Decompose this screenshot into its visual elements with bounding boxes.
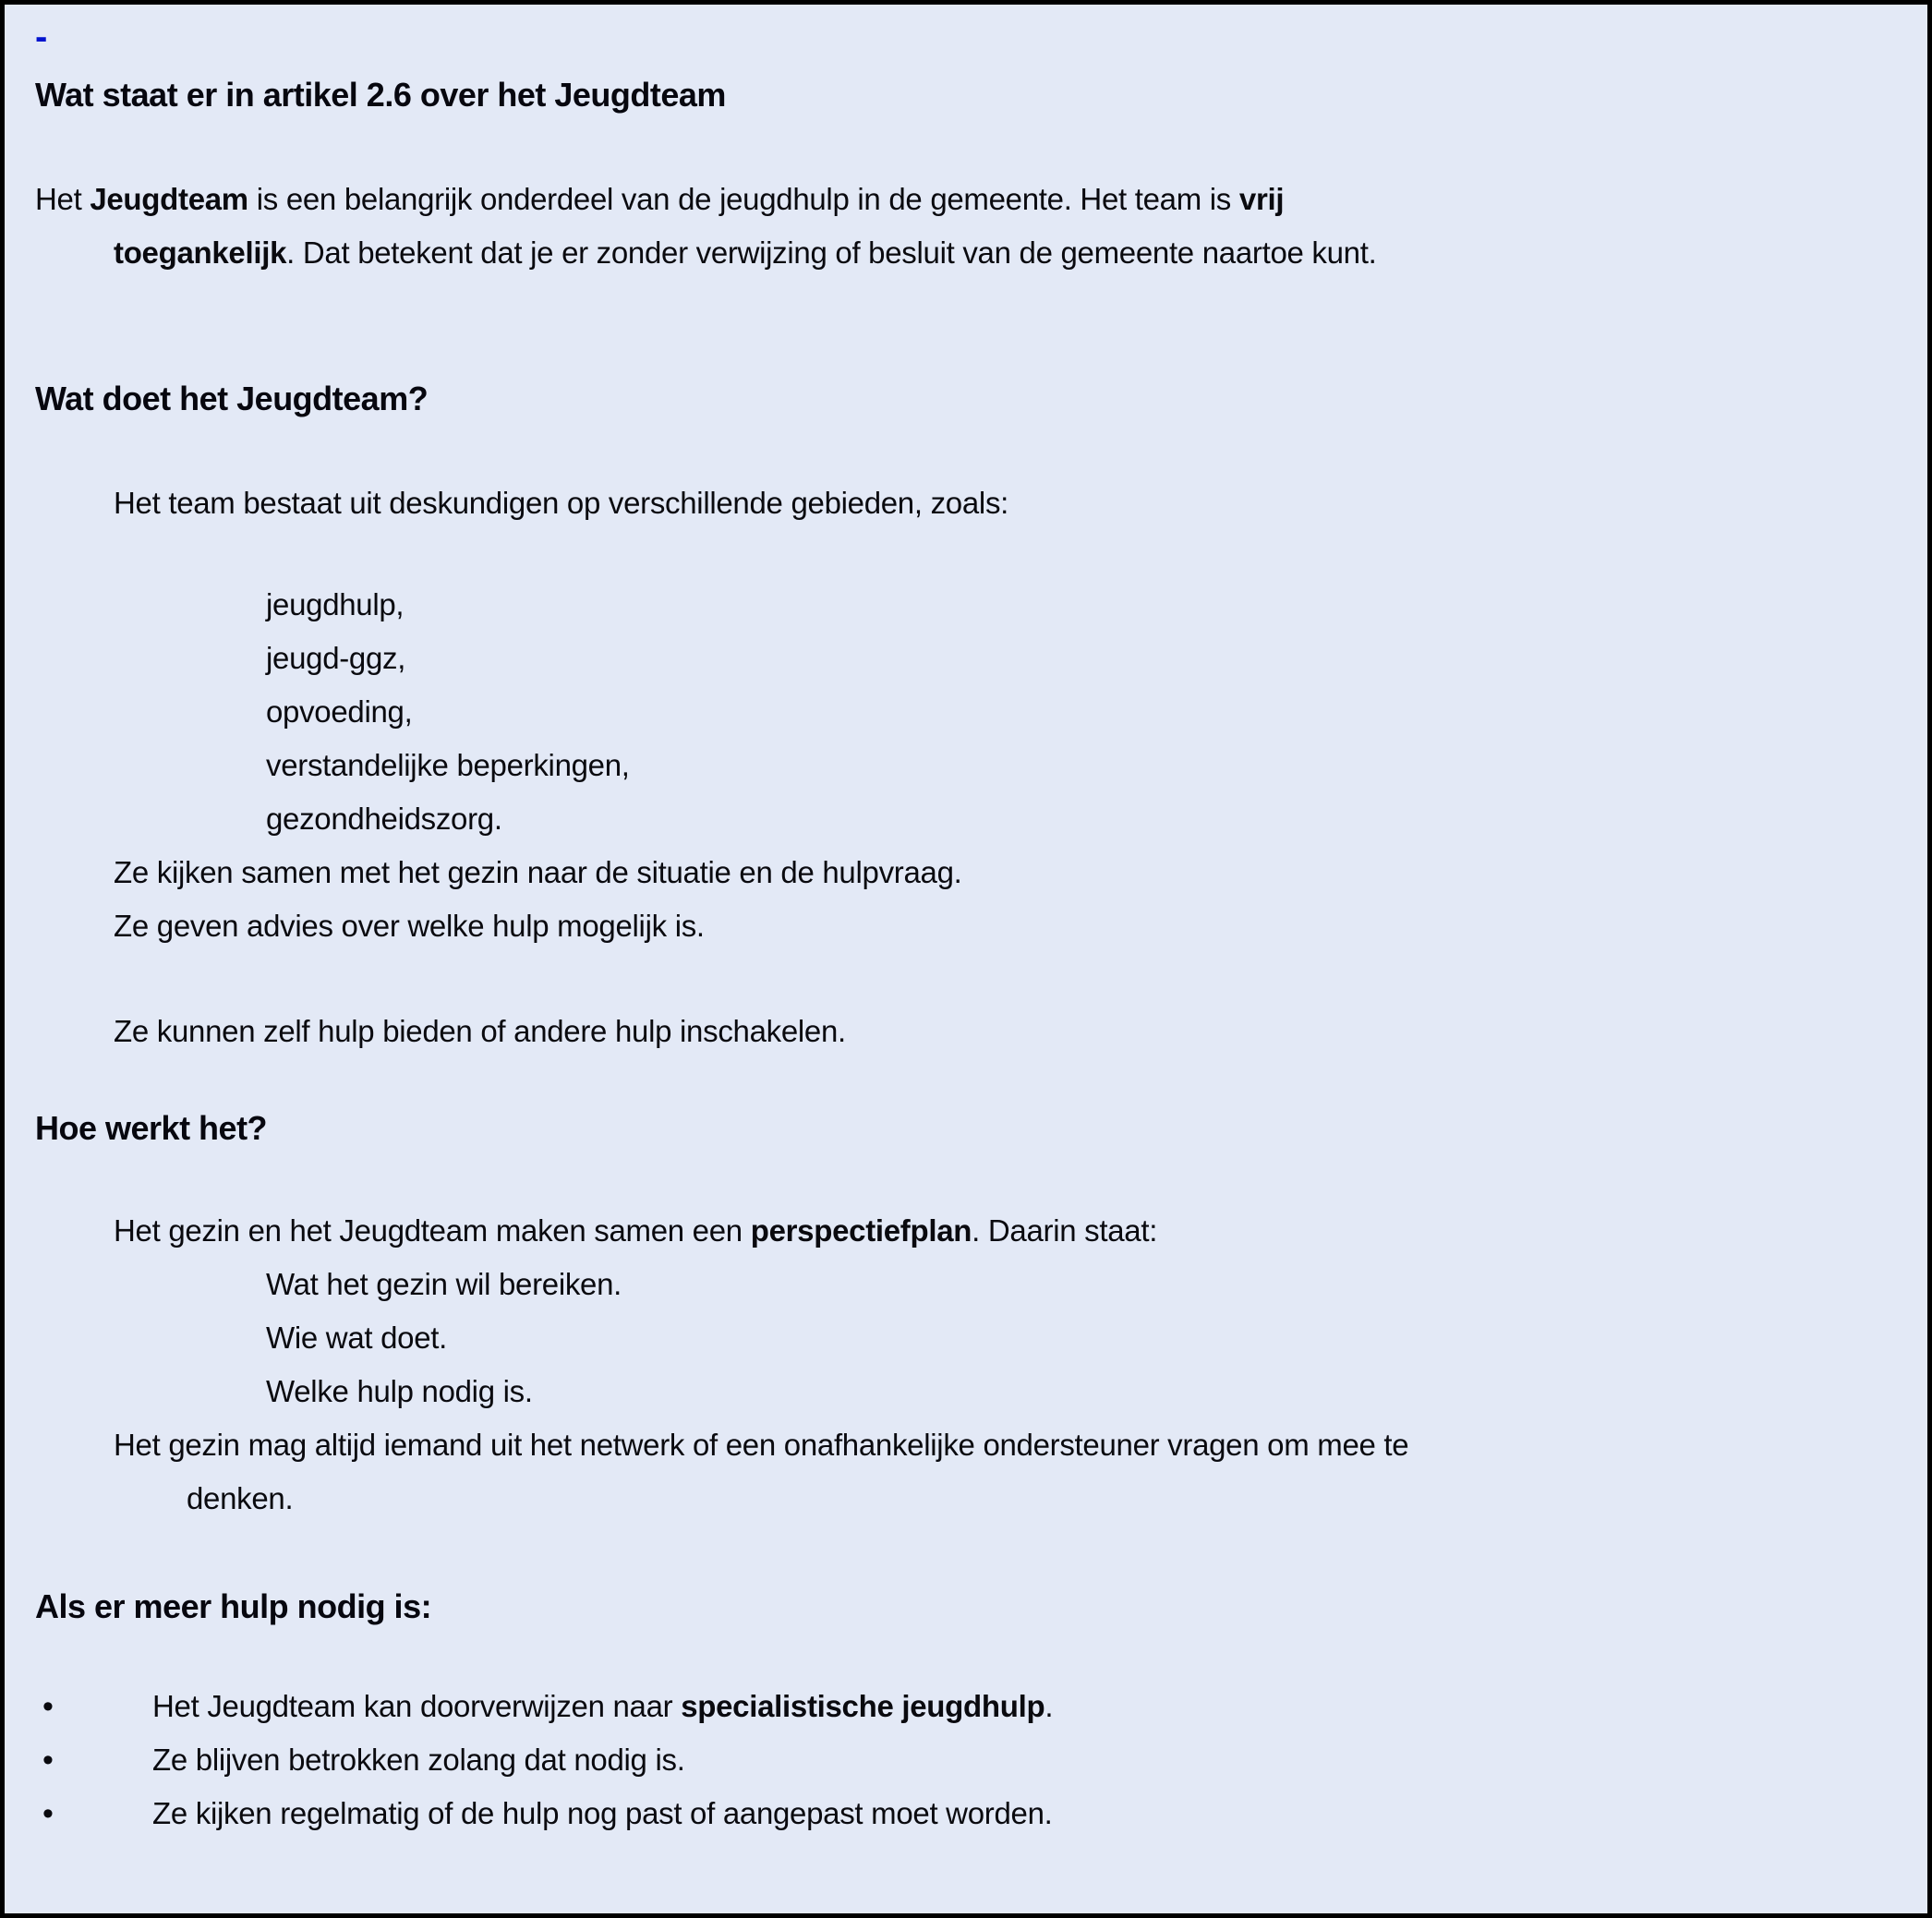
page-title: Wat staat er in artikel 2.6 over het Jeugdteam [35,76,726,114]
network-line-2: denken. [187,1481,294,1515]
list-item: jeugd-ggz, [266,641,406,675]
list-item: opvoeding, [266,694,413,729]
bullet-item [35,1680,1900,1733]
list-item: gezondheidszorg. [266,802,502,836]
list-item: verstandelijke beperkingen, [266,748,630,782]
plan-paragraph [35,1204,1900,1258]
plan-items-list [35,1258,1900,1418]
expertise-list [35,578,1900,846]
section-heading-hoe-werkt: Hoe werkt het? [35,1109,268,1147]
bullet-item [35,1787,1900,1840]
intro-run-jeugdteam-bold: Jeugdteam [90,182,248,216]
list-item: Welke hulp nodig is. [266,1374,533,1408]
what-line-3: Ze kunnen zelf hulp bieden of andere hulp inschakelen. [114,1014,846,1048]
list-item: Wat het gezin wil bereiken. [266,1267,622,1301]
bullet-item [35,1733,1900,1787]
intro-run-vrij-bold: vrij [1238,182,1285,216]
bullet-text: Ze kijken regelmatig of de hulp nog past of aangepast moet worden. [152,1796,1053,1830]
bullet-text: . [1044,1689,1054,1723]
list-item: Wie wat doet. [266,1321,448,1355]
intro-run-2: is een belangrijk onderdeel van de jeugdhulp in de gemeente. Het team is [248,182,1239,216]
list-item: jeugdhulp, [266,587,405,621]
what-line-2: Ze geven advies over welke hulp mogelijk is. [114,909,705,943]
bullet-dot-icon: • [42,1689,54,1724]
plan-run-2: . Daarin staat: [972,1213,1158,1248]
plan-run-perspectiefplan-bold: perspectiefplan [750,1213,972,1248]
network-paragraph [35,1418,1900,1526]
bullet-text: Ze blijven betrokken zolang dat nodig is. [152,1743,685,1777]
bullet-text: Het Jeugdteam kan doorverwijzen naar [152,1689,682,1723]
intro-paragraph [35,173,1900,280]
intro-run-toegankelijk-bold: toegankelijk [114,235,287,270]
bullet-dot-icon: • [42,1743,54,1778]
section-heading-meer-hulp: Als er meer hulp nodig is: [35,1587,432,1625]
more-help-bullet-list [35,1680,1900,1840]
intro-run-1: Het [35,182,91,216]
intro-run-3: . Dat betekent dat je er zonder verwijzing of besluit van de gemeente naartoe kunt. [286,235,1377,270]
what-line-1: Ze kijken samen met het gezin naar de situatie en de hulpvraag. [114,855,962,889]
expertise-lead-paragraph: Het team bestaat uit deskundigen op verschillende gebieden, zoals: [114,486,1009,520]
network-line-1: Het gezin mag altijd iemand uit het netwerk of een onafhankelijke ondersteuner vragen om mee te [114,1428,1409,1462]
bullet-text-bold: specialistische jeugdhulp [681,1689,1045,1723]
section-heading-wat-doet: Wat doet het Jeugdteam? [35,380,429,417]
plan-run-1: Het gezin en het Jeugdteam maken samen een [114,1213,751,1248]
blue-dash-marker: - [35,17,48,57]
bullet-dot-icon: • [42,1796,54,1831]
